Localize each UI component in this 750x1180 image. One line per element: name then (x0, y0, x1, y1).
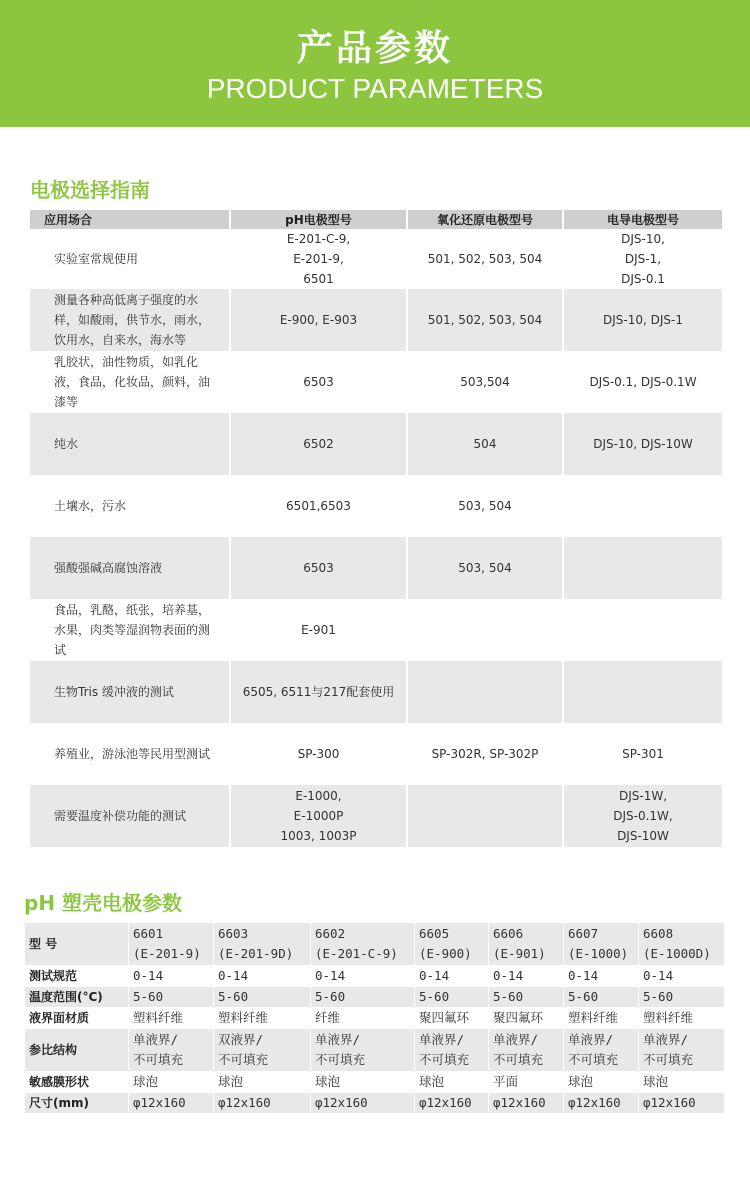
table-cell: 5-60 (639, 987, 725, 1008)
cond-model-cell: DJS-0.1, DJS-0.1W (563, 351, 723, 413)
table-cell: φ12x160 (639, 1093, 725, 1114)
orp-model-cell: SP-302R, SP-302P (407, 723, 563, 785)
scene-cell: 土壤水，污水 (30, 475, 230, 537)
header-banner (0, 0, 750, 127)
orp-model-cell (407, 661, 563, 723)
table-cell: 0-14 (415, 966, 489, 987)
header-orp: 氧化还原电极型号 (407, 210, 563, 229)
table-row (25, 1093, 725, 1114)
cond-model-cell (563, 475, 723, 537)
scene-cell: 测量各种高低离子强度的水样，如酸雨，供节水，雨水，饮用水，自来水，海水等 (30, 289, 230, 351)
table-cell: 6607 (E-1000) (564, 923, 639, 966)
table-row (30, 599, 723, 661)
table-row (25, 1008, 725, 1029)
table-cell: φ12x160 (564, 1093, 639, 1114)
table-cell: φ12x160 (489, 1093, 564, 1114)
table-cell: 5-60 (415, 987, 489, 1008)
cond-model-cell: DJS-10, DJS-10W (563, 413, 723, 475)
table-cell: 球泡 (639, 1072, 725, 1093)
orp-model-cell: 501, 502, 503, 504 (407, 229, 563, 289)
table-cell: 6601 (E-201-9) (129, 923, 214, 966)
scene-cell: 需要温度补偿功能的测试 (30, 785, 230, 847)
scene-cell: 强酸强碱高腐蚀溶液 (30, 537, 230, 599)
orp-model-cell: 503,504 (407, 351, 563, 413)
cond-model-cell (563, 599, 723, 661)
table-cell: 塑料纤维 (214, 1008, 311, 1029)
table-row (30, 537, 723, 599)
ph-table-title: pH 塑壳电极参数 (24, 891, 183, 915)
table-cell: 球泡 (129, 1072, 214, 1093)
table-cell: 0-14 (564, 966, 639, 987)
scene-cell: 养殖业，游泳池等民用型测试 (30, 723, 230, 785)
table-cell: 0-14 (489, 966, 564, 987)
scene-cell: 纯水 (30, 413, 230, 475)
ph-model-cell: 6502 (230, 413, 407, 475)
table-cell: 5-60 (129, 987, 214, 1008)
orp-model-cell: 503, 504 (407, 537, 563, 599)
cond-model-cell: DJS-10, DJS-1, DJS-0.1 (563, 229, 723, 289)
orp-model-cell: 501, 502, 503, 504 (407, 289, 563, 351)
table-row (25, 1072, 725, 1093)
table-cell: φ12x160 (311, 1093, 415, 1114)
row-label: 测试规范 (25, 966, 129, 987)
table-cell: 6605 (E-900) (415, 923, 489, 966)
table-row (30, 723, 723, 785)
table-cell: 球泡 (311, 1072, 415, 1093)
table-cell: 球泡 (415, 1072, 489, 1093)
ph-electrode-table (24, 922, 725, 1114)
table-cell: 单液界/ 不可填充 (129, 1029, 214, 1072)
table-cell: φ12x160 (129, 1093, 214, 1114)
electrode-guide-table (30, 210, 724, 847)
cond-model-cell (563, 537, 723, 599)
row-label: 尺寸(mm) (25, 1093, 129, 1114)
guide-title: 电极选择指南 (30, 178, 150, 202)
header-cond: 电导电极型号 (563, 210, 723, 229)
scene-cell: 乳胶状，油性物质，如乳化液，食品，化妆品，颜料，油漆等 (30, 351, 230, 413)
table-cell: 聚四氟环 (415, 1008, 489, 1029)
table-row (30, 351, 723, 413)
row-label: 敏感膜形状 (25, 1072, 129, 1093)
table-cell: 5-60 (489, 987, 564, 1008)
table-cell: φ12x160 (214, 1093, 311, 1114)
table-row (30, 413, 723, 475)
table-cell: 聚四氟环 (489, 1008, 564, 1029)
row-label: 参比结构 (25, 1029, 129, 1072)
table-cell: 6602 (E-201-C-9) (311, 923, 415, 966)
ph-model-cell: 6503 (230, 537, 407, 599)
table-cell: 0-14 (311, 966, 415, 987)
orp-model-cell: 504 (407, 413, 563, 475)
ph-model-cell: 6501,6503 (230, 475, 407, 537)
row-label: 型 号 (25, 923, 129, 966)
table-cell: φ12x160 (415, 1093, 489, 1114)
table-cell: 0-14 (129, 966, 214, 987)
table-cell: 单液界/ 不可填充 (311, 1029, 415, 1072)
ph-model-cell: SP-300 (230, 723, 407, 785)
row-label: 液界面材质 (25, 1008, 129, 1029)
scene-cell: 生物Tris 缓冲液的测试 (30, 661, 230, 723)
ph-model-cell: 6503 (230, 351, 407, 413)
table-row (30, 785, 723, 847)
table-cell: 双液界/ 不可填充 (214, 1029, 311, 1072)
table-cell: 塑料纤维 (639, 1008, 725, 1029)
ph-model-cell: E-901 (230, 599, 407, 661)
table-cell: 单液界/ 不可填充 (639, 1029, 725, 1072)
ph-model-cell: 6505, 6511与217配套使用 (230, 661, 407, 723)
ph-model-cell: E-1000, E-1000P 1003, 1003P (230, 785, 407, 847)
table-row (30, 229, 723, 289)
header-ph: pH电极型号 (230, 210, 407, 229)
scene-cell: 食品，乳酪，纸张，培养基，水果，肉类等湿润物表面的测试 (30, 599, 230, 661)
row-label: 温度范围(°C) (25, 987, 129, 1008)
ph-model-cell: E-900, E-903 (230, 289, 407, 351)
table-cell: 6608 (E-1000D) (639, 923, 725, 966)
table-row (25, 1029, 725, 1072)
header-scene: 应用场合 (30, 210, 230, 229)
table-cell: 0-14 (639, 966, 725, 987)
page-title: 产品参数 (296, 28, 453, 69)
table-row (30, 289, 723, 351)
table-row (30, 661, 723, 723)
orp-model-cell (407, 785, 563, 847)
table-cell: 塑料纤维 (564, 1008, 639, 1029)
table-cell: 6606 (E-901) (489, 923, 564, 966)
table-cell: 单液界/ 不可填充 (564, 1029, 639, 1072)
table-row (25, 966, 725, 987)
table-cell: 5-60 (564, 987, 639, 1008)
table-cell: 平面 (489, 1072, 564, 1093)
ph-model-cell: E-201-C-9, E-201-9, 6501 (230, 229, 407, 289)
table-cell: 单液界/ 不可填充 (489, 1029, 564, 1072)
table-cell: 6603 (E-201-9D) (214, 923, 311, 966)
scene-cell: 实验室常规使用 (30, 229, 230, 289)
table-cell: 球泡 (564, 1072, 639, 1093)
table-cell: 塑料纤维 (129, 1008, 214, 1029)
table-cell: 5-60 (311, 987, 415, 1008)
cond-model-cell: DJS-10, DJS-1 (563, 289, 723, 351)
table-row (30, 475, 723, 537)
orp-model-cell: 503, 504 (407, 475, 563, 537)
table-cell: 纤维 (311, 1008, 415, 1029)
table-cell: 球泡 (214, 1072, 311, 1093)
guide-header-row (30, 210, 723, 229)
table-row (25, 923, 725, 966)
table-row (25, 987, 725, 1008)
page-subtitle: PRODUCT PARAMETERS (206, 73, 544, 104)
table-cell: 5-60 (214, 987, 311, 1008)
table-cell: 0-14 (214, 966, 311, 987)
cond-model-cell: DJS-1W, DJS-0.1W, DJS-10W (563, 785, 723, 847)
cond-model-cell: SP-301 (563, 723, 723, 785)
table-cell: 单液界/ 不可填充 (415, 1029, 489, 1072)
orp-model-cell (407, 599, 563, 661)
cond-model-cell (563, 661, 723, 723)
